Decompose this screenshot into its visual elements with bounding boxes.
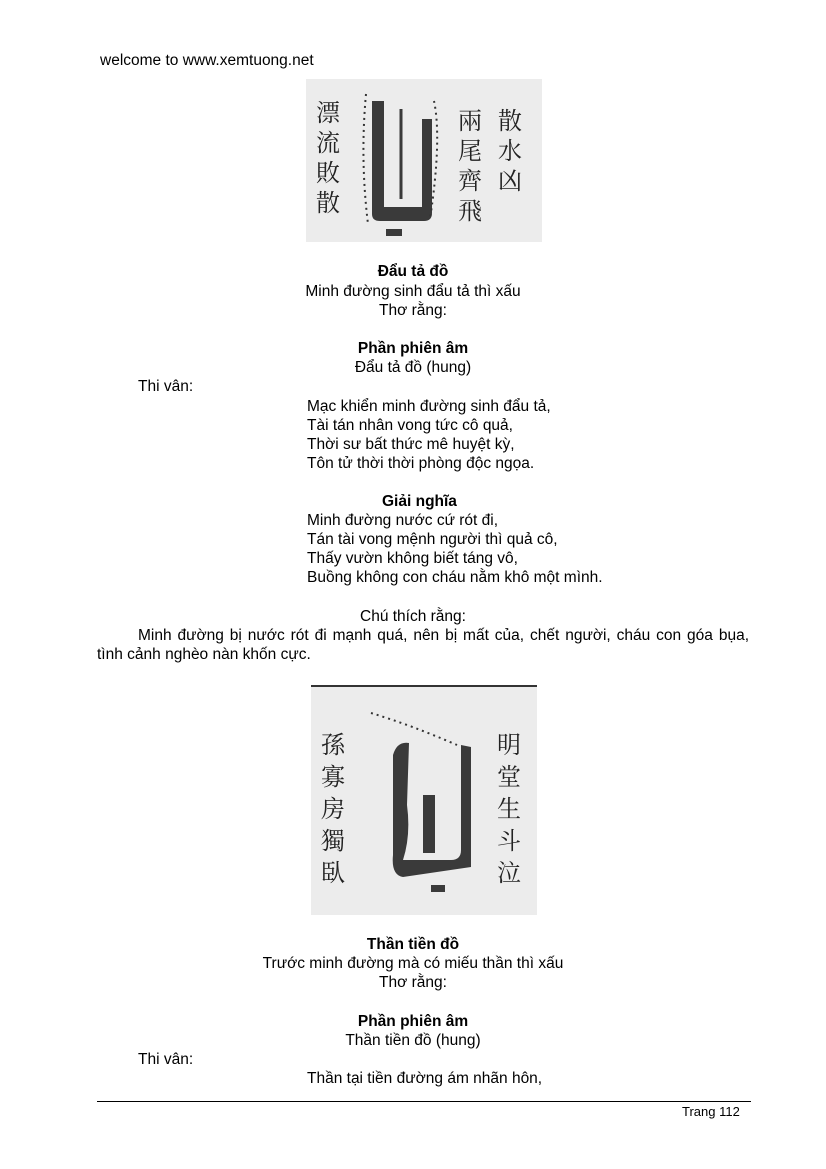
figure2-right-char-4: 斗: [497, 827, 521, 855]
section1-poem-line: Thời sư bất thức mê huyệt kỳ,: [307, 436, 515, 453]
figure1-right-char-1: 散: [498, 107, 522, 135]
section1-giai-nghia-heading: Giải nghĩa: [382, 493, 457, 510]
figure1-mid-char-4: 飛: [458, 197, 482, 225]
figure2-left-char-2: 寡: [321, 763, 345, 791]
diagram-image-dau-ta: [306, 79, 542, 242]
figure2-right-char-3: 生: [497, 795, 521, 823]
figure2-left-char-4: 獨: [321, 827, 345, 855]
figure2-left-char-1: 孫: [321, 731, 345, 759]
figure1-right-char-3: 凶: [498, 167, 522, 195]
section2-subtitle: Trước minh đường mà có miếu thần thì xấu: [262, 955, 564, 972]
section1-poem-intro: Thơ rằng:: [379, 302, 447, 319]
section1-giai-nghia-line: Tán tài vong mệnh người thì quả cô,: [307, 531, 558, 548]
section1-poem-line: Mạc khiển minh đường sinh đẩu tả,: [307, 398, 551, 415]
section1-giai-nghia-line: Thấy vườn không biết táng vô,: [307, 550, 518, 567]
figure2-right-char-5: 泣: [497, 859, 521, 887]
section1-note-heading: Chú thích rằng:: [360, 608, 466, 625]
figure2-left-char-5: 臥: [321, 859, 345, 887]
figure1-left-char-3: 敗: [316, 159, 340, 187]
section1-note-text: Minh đường bị nước rót đi mạnh quá, nên bị mất của, chết người, cháu con góa bụa, tình cảnh nghèo nàn khốn cực.: [97, 627, 749, 663]
figure1-mid-char-2: 尾: [458, 137, 482, 165]
diagram-image-than-tien: [311, 685, 537, 915]
section1-thi-van-label: Thi vân:: [138, 378, 194, 395]
page-number: Trang 112: [682, 1104, 740, 1119]
figure1-left-char-4: 散: [316, 189, 340, 217]
figure1-left-char-1: 漂: [316, 99, 340, 127]
site-header-text: welcome to www.xemtuong.net: [100, 52, 314, 69]
footer-divider: [97, 1101, 751, 1102]
figure1-left-char-2: 流: [316, 129, 340, 157]
section1-poem-line: Tôn tử thời thời phòng độc ngọa.: [307, 455, 535, 472]
section2-phien-am-heading: Phần phiên âm: [357, 1013, 469, 1030]
figure2-left-char-3: 房: [321, 795, 345, 823]
figure1-mid-char-3: 齊: [458, 167, 482, 195]
section1-giai-nghia-line: Buồng không con cháu nằm khô một mình.: [307, 569, 603, 586]
section2-title: Thần tiền đồ: [366, 936, 460, 953]
section2-phien-am-title: Thần tiền đồ (hung): [345, 1032, 481, 1049]
section1-giai-nghia-line: Minh đường nước cứ rót đi,: [307, 512, 499, 529]
section2-poem-line: Thần tại tiền đường ám nhãn hôn,: [307, 1070, 543, 1087]
figure1-mid-char-1: 兩: [458, 107, 482, 135]
section1-phien-am-heading: Phần phiên âm: [357, 340, 469, 357]
section2-thi-van-label: Thi vân:: [138, 1051, 194, 1068]
section1-phien-am-title: Đẩu tả đồ (hung): [354, 359, 472, 376]
section1-subtitle: Minh đường sinh đẩu tả thì xấu: [305, 283, 521, 300]
figure2-right-char-1: 明: [497, 731, 521, 759]
figure2-right-char-2: 堂: [497, 763, 521, 791]
section1-title: Đẩu tả đồ: [377, 263, 449, 280]
section1-poem-line: Tài tán nhân vong tức cô quả,: [307, 417, 513, 434]
section2-poem-intro: Thơ rằng:: [379, 974, 447, 991]
figure1-right-char-2: 水: [498, 137, 522, 165]
